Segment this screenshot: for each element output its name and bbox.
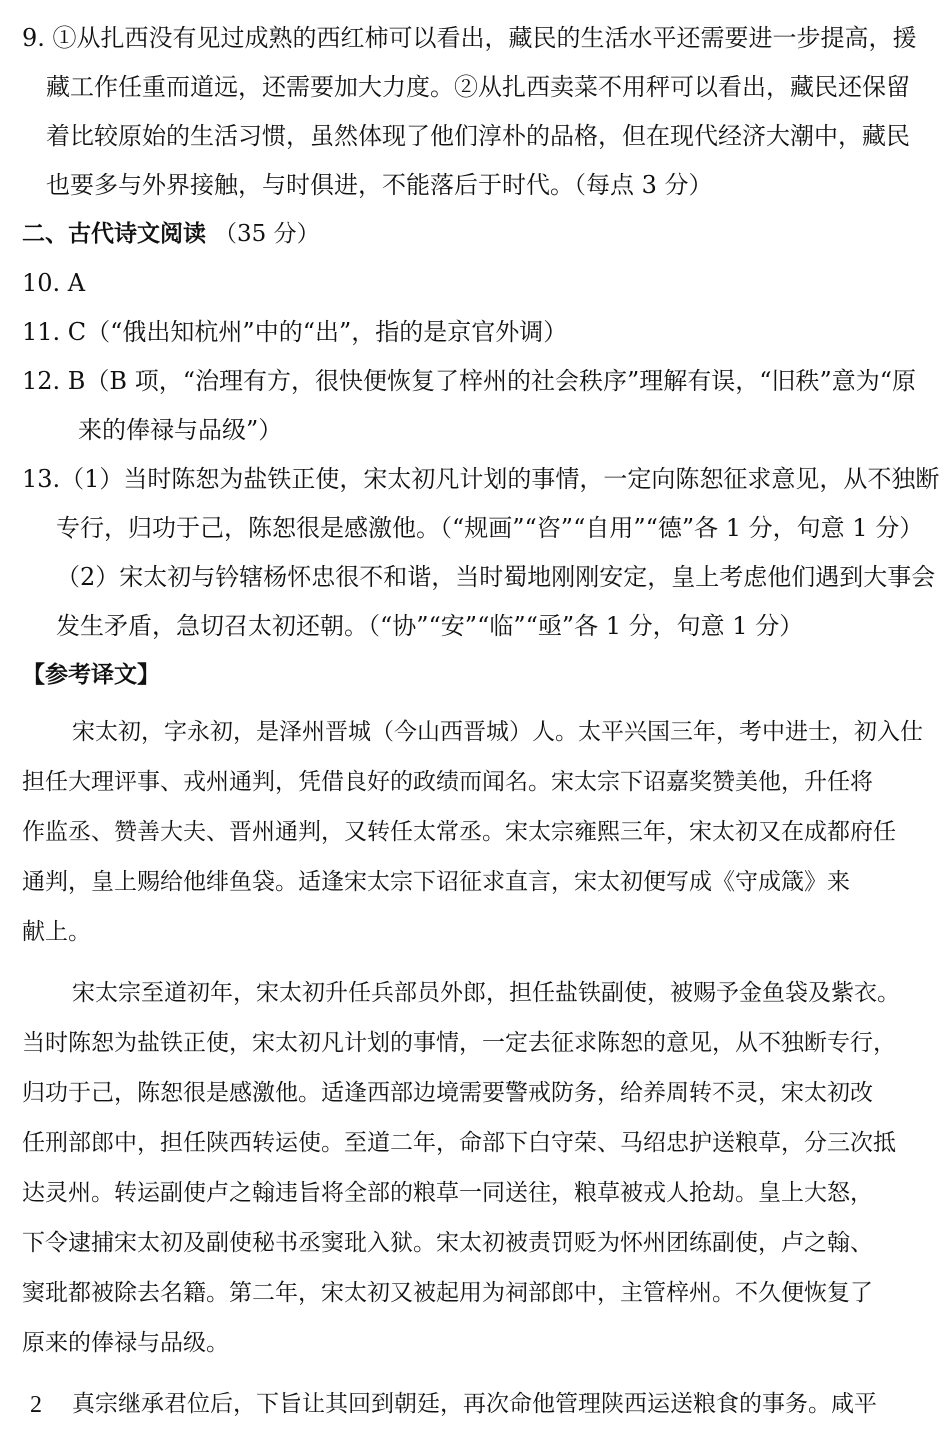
answer-9-line-1: 9. ①从扎西没有见过成熟的西红柿可以看出，藏民的生活水平还需要进一步提高，援: [22, 24, 917, 52]
section-title: 二、古代诗文阅读: [22, 221, 206, 247]
translation-p1-line: 献上。: [22, 919, 91, 945]
answer-key-section: [22, 14, 940, 700]
translation-p2-line: 宋太宗至道初年，宋太初升任兵部员外郎，担任盐铁副使，被赐予金鱼袋及紫衣。: [72, 980, 900, 1006]
answer-10: 10. A: [22, 269, 86, 297]
translation-p1-line: 担任大理评事、戎州通判，凭借良好的政绩而闻名。宋太宗下诏嘉奖赞美他，升任将: [22, 769, 873, 795]
translation-p2-line: 原来的俸禄与品级。: [22, 1330, 229, 1356]
answer-9-line-3: 着比较原始的生活习惯，虽然体现了他们淳朴的品格，但在现代经济大潮中，藏民: [46, 122, 910, 150]
translation-p1-line: 宋太初，字永初，是泽州晋城（今山西晋城）人。太平兴国三年，考中进士，初入仕: [72, 719, 923, 745]
answer-13-line-1: 13.（1）当时陈恕为盐铁正使，宋太初凡计划的事情，一定向陈恕征求意见，从不独断: [22, 465, 940, 493]
answer-12-line-2: 来的俸禄与品级”）: [78, 416, 283, 444]
reference-translation-heading: 【参考译文】: [22, 662, 160, 688]
section-heading: [22, 210, 930, 259]
translation-p2-line: 下令逮捕宋太初及副使秘书丞窦玭入狱。宋太初被责罚贬为怀州团练副使，卢之翰、: [22, 1230, 873, 1256]
translation-p2-line: 任刑部郎中，担任陕西转运使。至道二年，命部下白守荣、马绍忠护送粮草，分三次抵: [22, 1130, 896, 1156]
translation-p1-line: 作监丞、赞善大夫、晋州通判，又转任太常丞。宋太宗雍熙三年，宋太初又在成都府任: [22, 819, 896, 845]
translation-p2-line: 窦玭都被除去名籍。第二年，宋太初又被起用为祠部郎中，主管梓州。不久便恢复了: [22, 1280, 873, 1306]
reference-translation: [22, 707, 930, 1429]
answer-13-line-2: 专行，归功于己，陈恕很是感激他。（“规画”“咨”“自用”“德”各 1 分，句意 1 分）: [56, 514, 924, 542]
answer-9-line-2: 藏工作任重而道远，还需要加大力度。②从扎西卖菜不用秤可以看出，藏民还保留: [46, 73, 910, 101]
translation-p2-line: 当时陈恕为盐铁正使，宋太初凡计划的事情，一定去征求陈恕的意见，从不独断专行，: [22, 1030, 896, 1056]
translation-p3-line: 真宗继承君位后，下旨让其回到朝廷，再次命他管理陕西运送粮食的事务。咸平: [72, 1391, 877, 1417]
translation-p2-line: 达灵州。转运副使卢之翰违旨将全部的粮草一同送往，粮草被戎人抢劫。皇上大怒，: [22, 1180, 873, 1206]
section-score: （35 分）: [214, 221, 320, 247]
answer-12-line-1: 12. B（B 项，“治理有方，很快便恢复了梓州的社会秩序”理解有误，“旧秩”意为“原: [22, 367, 917, 395]
answer-9-line-4: 也要多与外界接触，与时俱进，不能落后于时代。（每点 3 分）: [46, 171, 713, 199]
answer-13-line-4: 发生矛盾，急切召太初还朝。（“协”“安”“临”“亟”各 1 分，句意 1 分）: [56, 612, 804, 640]
page-number: 2: [30, 1392, 42, 1418]
translation-p1-line: 通判，皇上赐给他绯鱼袋。适逢宋太宗下诏征求直言，宋太初便写成《守成箴》来: [22, 869, 850, 895]
answer-13-line-3: （2）宋太初与钤辖杨怀忠很不和谐，当时蜀地刚刚安定，皇上考虑他们遇到大事会: [56, 563, 936, 591]
answer-11: 11. C（“俄出知杭州”中的“出”，指的是京官外调）: [22, 318, 568, 346]
translation-p2-line: 归功于己，陈恕很是感激他。适逢西部边境需要警戒防务，给养周转不灵，宋太初改: [22, 1080, 873, 1106]
